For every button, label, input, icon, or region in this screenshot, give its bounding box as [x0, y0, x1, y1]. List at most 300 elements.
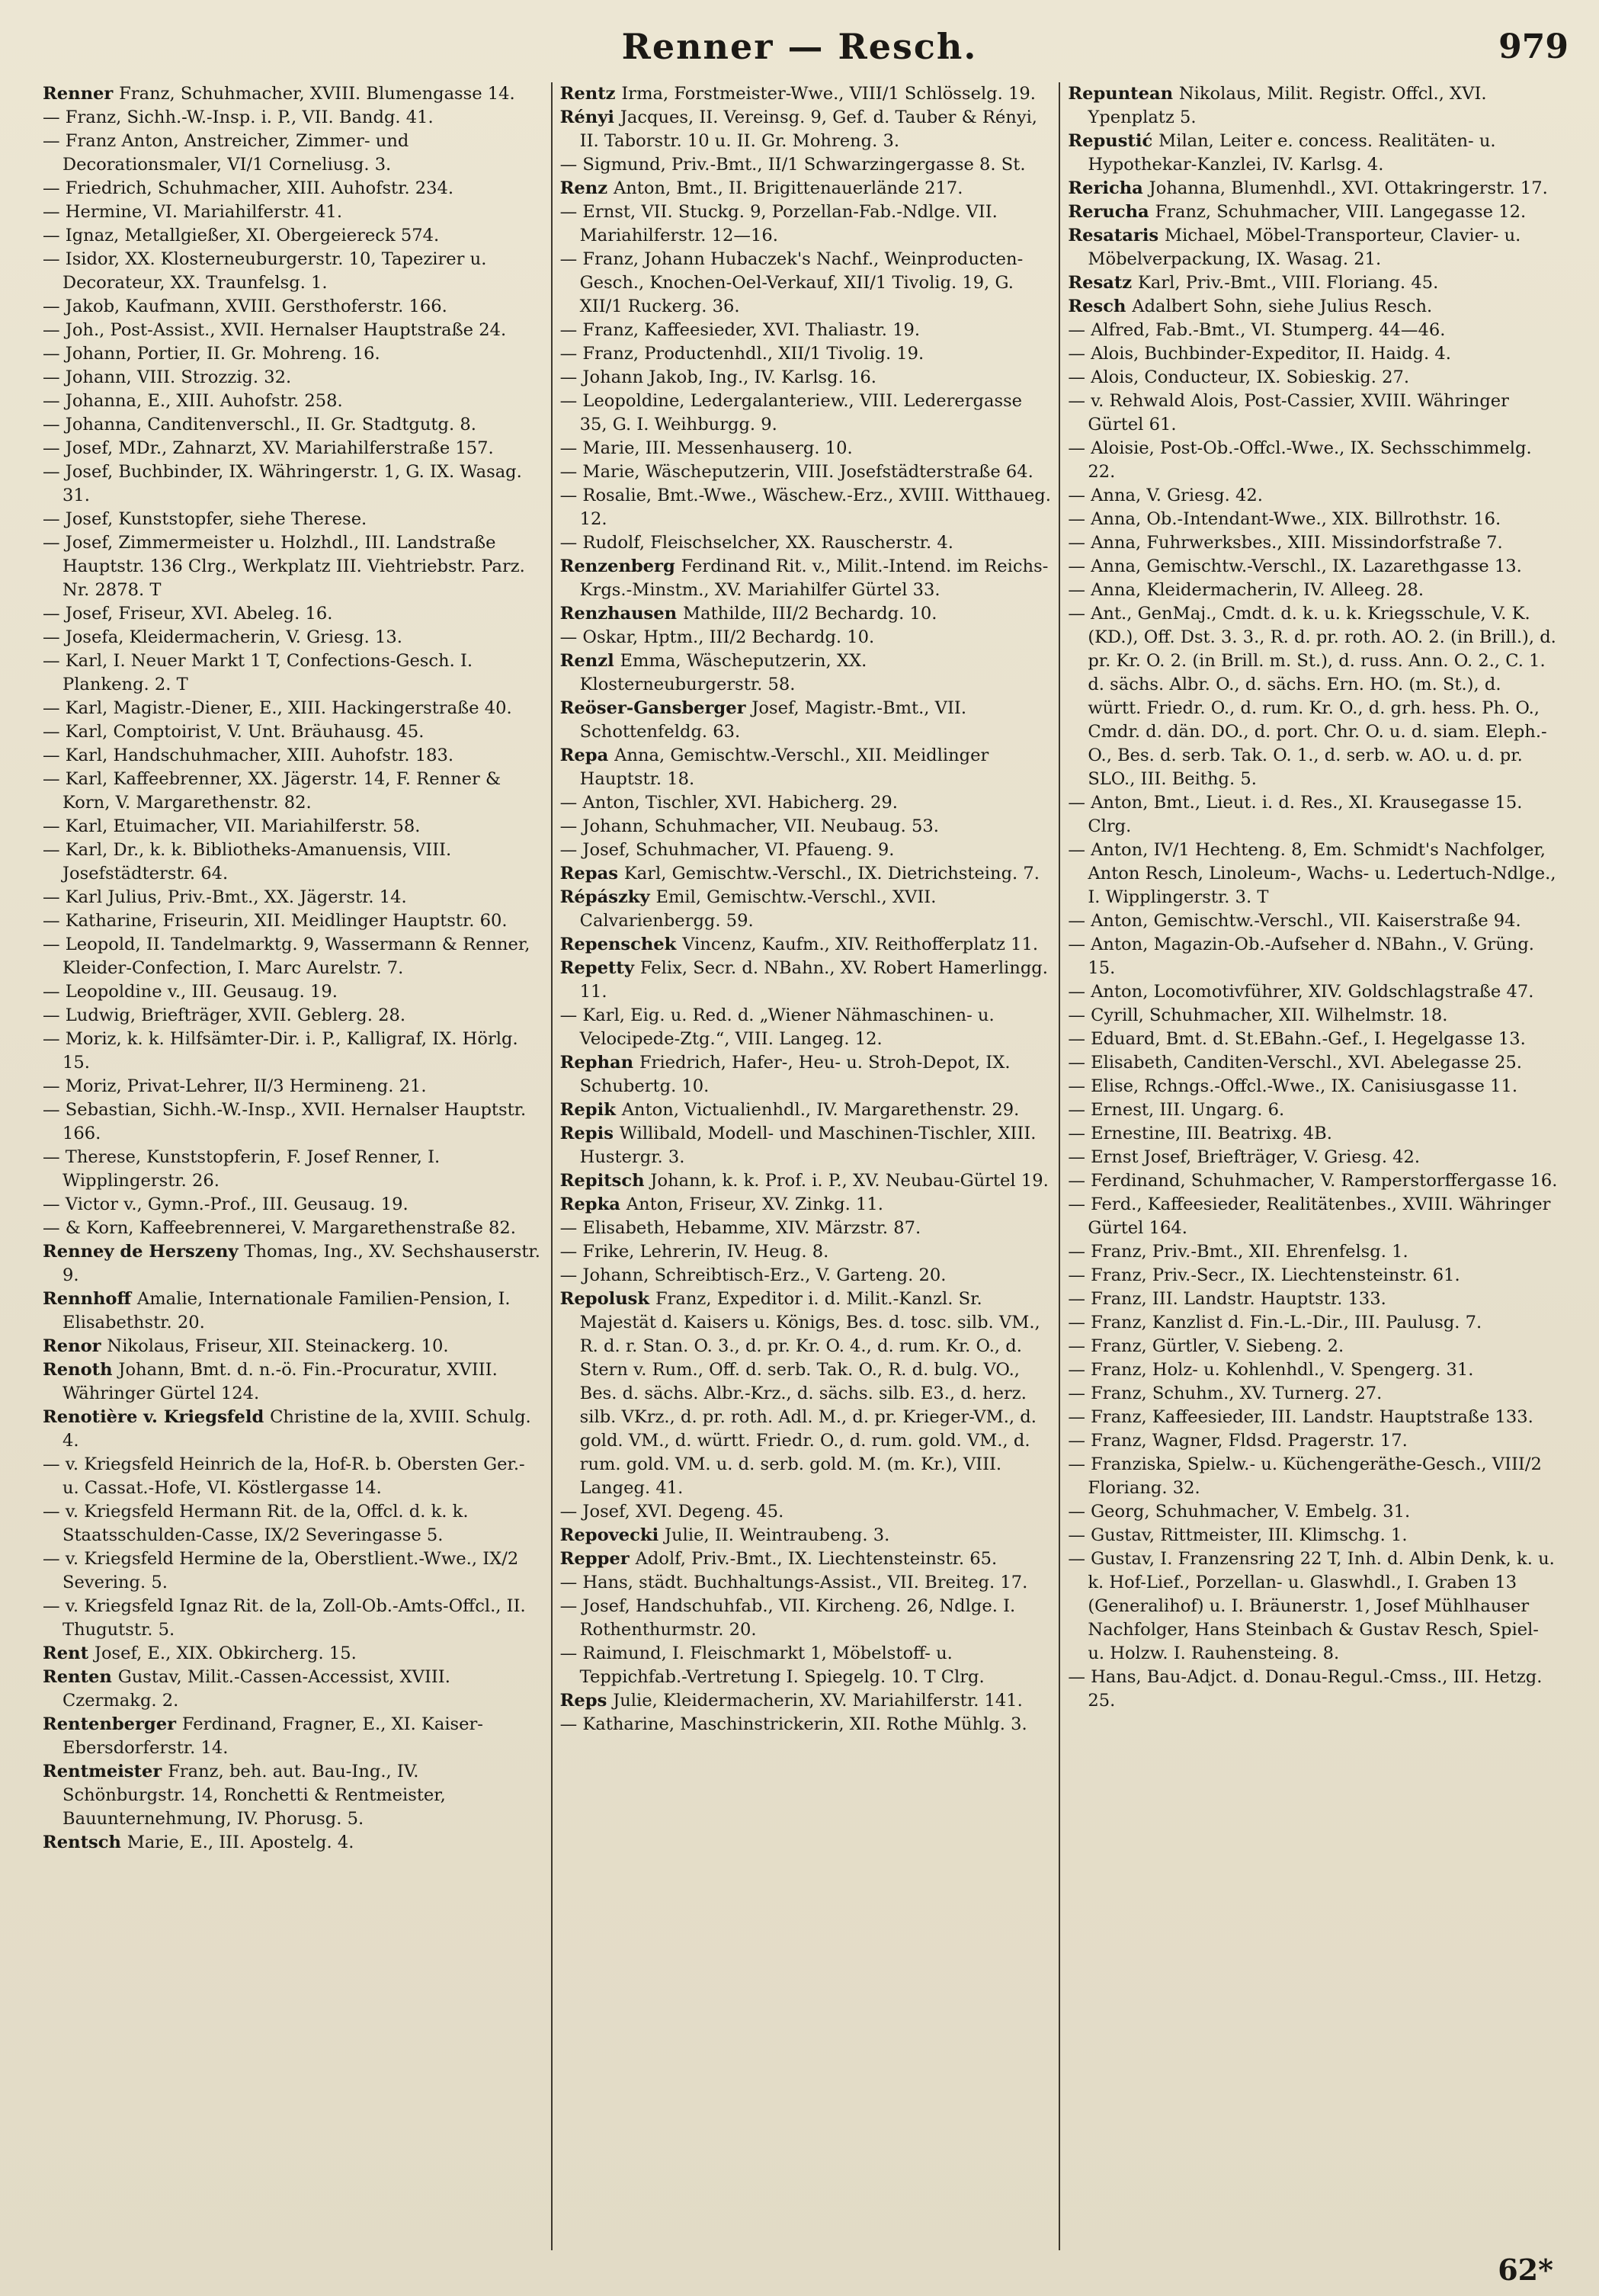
entry-surname: Repolusk	[559, 1289, 655, 1309]
entry-text: — Josef, XVI. Degeng. 45.	[559, 1502, 784, 1522]
entry-text: Nikolaus, Friseur, XII. Steinackerg. 10.	[107, 1336, 449, 1356]
entry-surname: Rényi	[559, 107, 620, 127]
directory-entry	[1068, 791, 1559, 839]
directory-entry	[1068, 980, 1559, 1004]
entry-text: Johann, k. k. Prof. i. P., XV. Neubau-Gürtel 19.	[650, 1171, 1049, 1191]
entry-text: Franz, Expeditor i. d. Milit.-Kanzl. Sr. Majestät d. Kaisers u. Königs, Bes. d. tosc. silb. VM., R. d. r. Stan. O. 3., d. pr. Kr. O. 4., d. rum. Kr. O., d. Stern v. Rum., Off. d. serb. Tak. O., R. d. bulg. VO., Bes. d. sächs. Albr.-Krz., d. sächs. silb. E3., d. herz. silb. VKrz., d. pr. roth. Adl. M., d. pr. Krieger-VM., d. gold. VM., d. württ. Friedr. O., d. rum. gold. VM., d. rum. gold. VM. u. d. serb. gold. M. (m. Kr.), VIII. Langeg. 41.	[579, 1289, 1040, 1498]
entry-text: Friedrich, Hafer-, Heu- u. Stroh-Depot, IX. Schubertg. 10.	[579, 1053, 1011, 1096]
directory-entry	[1068, 271, 1559, 295]
entry-text: — Franz, Sichh.-W.-Insp. i. P., VII. Bandg. 41.	[43, 107, 434, 127]
entry-text: Johanna, Blumenhdl., XVI. Ottakringerstr. 17.	[1149, 178, 1548, 198]
entry-text: Gustav, Milit.-Cassen-Accessist, XVIII. Czermakg. 2.	[62, 1667, 450, 1711]
directory-entry	[560, 649, 1052, 697]
entry-text: — Leopold, II. Tandelmarktg. 9, Wassermann & Renner, Kleider-Confection, I. Marc Aurelstr. 7.	[43, 935, 530, 978]
directory-entry	[1068, 1264, 1559, 1287]
entry-text: — Cyrill, Schuhmacher, XII. Wilhelmstr. 18.	[1068, 1005, 1448, 1025]
directory-entry	[43, 1358, 543, 1406]
directory-entry	[43, 1335, 543, 1358]
entry-text: — Joh., Post-Assist., XVII. Hernalser Hauptstraße 24.	[43, 320, 507, 340]
entry-text: — Franz, Priv.-Bmt., XII. Ehrenfelsg. 1.	[1068, 1242, 1408, 1262]
entry-text: Willibald, Modell- und Maschinen-Tischler, XIII. Hustergr. 3.	[579, 1124, 1037, 1167]
directory-entry	[560, 177, 1052, 200]
entry-surname: Rerucha	[1068, 202, 1155, 222]
entry-surname: Repovecki	[559, 1525, 665, 1545]
directory-entry	[43, 649, 543, 697]
entry-surname: Renz	[559, 178, 614, 198]
entry-text: — v. Rehwald Alois, Post-Cassier, XVIII. Währinger Gürtel 61.	[1068, 391, 1509, 435]
entry-text: — Karl, Magistr.-Diener, E., XIII. Hackingerstraße 40.	[43, 698, 512, 718]
entry-text: — Hermine, VI. Mariahilferstr. 41.	[43, 202, 343, 222]
directory-entry	[43, 130, 543, 177]
entry-surname: Repis	[559, 1124, 620, 1143]
entry-text: Adalbert Sohn, siehe Julius Resch.	[1132, 297, 1433, 316]
entry-surname: Repetty	[559, 958, 640, 978]
directory-entry	[43, 1831, 543, 1855]
directory-entry	[1068, 1429, 1559, 1453]
entry-text: — Karl, Kaffeebrenner, XX. Jägerstr. 14, F. Renner & Korn, V. Margarethenstr. 82.	[43, 769, 501, 813]
entry-text: Julie, II. Weintraubeng. 3.	[665, 1525, 890, 1545]
entry-text: — Anton, Tischler, XVI. Habicherg. 29.	[559, 793, 898, 813]
directory-entry	[43, 342, 543, 366]
directory-entry	[43, 1193, 543, 1217]
entry-text: — Georg, Schuhmacher, V. Embelg. 31.	[1068, 1502, 1411, 1522]
directory-entry	[43, 1595, 543, 1642]
directory-entry	[560, 1689, 1052, 1713]
entry-surname: Rephan	[559, 1053, 639, 1073]
directory-entry	[43, 1240, 543, 1287]
entry-text: — Ferdinand, Schuhmacher, V. Ramperstorffergasse 16.	[1068, 1171, 1558, 1191]
directory-entry	[43, 1075, 543, 1098]
directory-entry	[43, 1453, 543, 1500]
directory-entry	[1068, 1335, 1559, 1358]
directory-entry	[1068, 839, 1559, 909]
entry-text: — Katharine, Friseurin, XII. Meidlinger Hauptstr. 60.	[43, 911, 508, 931]
entry-text: — Josef, Buchbinder, IX. Währingerstr. 1, G. IX. Wasag. 31.	[43, 462, 522, 505]
directory-entry	[560, 744, 1052, 791]
entry-text: Vincenz, Kaufm., XIV. Reithofferplatz 11.	[682, 935, 1039, 954]
entry-surname: Reöser-Gansberger	[559, 698, 752, 718]
directory-entry	[43, 720, 543, 744]
entry-surname: Repka	[559, 1194, 626, 1214]
entry-text: — Franz, Productenhdl., XII/1 Tivolig. 19.	[559, 344, 924, 364]
directory-entry	[1068, 909, 1559, 933]
entry-text: — Hans, Bau-Adjct. d. Donau-Regul.-Cmss., III. Hetzg. 25.	[1068, 1667, 1543, 1711]
directory-entry	[1068, 508, 1559, 531]
directory-entry	[560, 1122, 1052, 1169]
entry-text: — Johann Jakob, Ing., IV. Karlsg. 16.	[559, 367, 876, 387]
directory-entry	[43, 508, 543, 531]
directory-entry	[1068, 1169, 1559, 1193]
entry-text: — Moriz, k. k. Hilfsämter-Dir. i. P., Kalligraf, IX. Hörlg. 15.	[43, 1029, 518, 1073]
entry-text: Mathilde, III/2 Bechardg. 10.	[682, 604, 937, 624]
entry-text: — Karl, Handschuhmacher, XIII. Auhofstr. 183.	[43, 746, 454, 765]
column-left	[43, 82, 551, 2250]
directory-entry	[43, 1004, 543, 1028]
entry-columns	[43, 82, 1567, 2250]
directory-entry	[560, 1240, 1052, 1264]
entry-text: Irma, Forstmeister-Wwe., VIII/1 Schlösselg. 19.	[621, 84, 1036, 104]
entry-text: Emil, Gemischtw.-Verschl., XVII. Calvarienbergg. 59.	[579, 887, 937, 931]
directory-entry	[43, 82, 543, 106]
entry-surname: Rericha	[1068, 178, 1149, 198]
entry-surname: Renzhausen	[559, 604, 683, 624]
directory-entry	[43, 1287, 543, 1335]
entry-text: — Karl, Dr., k. k. Bibliotheks-Amanuensis, VIII. Josefstädterstr. 64.	[43, 840, 452, 883]
entry-text: — Anton, Bmt., Lieut. i. d. Res., XI. Krausegasse 15. Clrg.	[1068, 793, 1523, 836]
entry-text: — Karl, Eig. u. Red. d. „Wiener Nähmaschinen- u. Velocipede-Ztg.“, VIII. Langeg. 12.	[559, 1005, 995, 1049]
directory-entry	[43, 697, 543, 720]
entry-surname: Resch	[1068, 297, 1133, 316]
entry-text: Nikolaus, Milit. Registr. Offcl., XVI. Ypenplatz 5.	[1088, 84, 1487, 127]
entry-text: — Ernst, VII. Stuckg. 9, Porzellan-Fab.-Ndlge. VII. Mariahilferstr. 12—16.	[559, 202, 998, 245]
entry-text: — Josef, Zimmermeister u. Holzhdl., III. Landstraße Hauptstr. 136 Clrg., Werkplatz III. Viehtriebstr. Parz. Nr. 2878. T	[43, 533, 525, 600]
directory-entry	[560, 886, 1052, 933]
directory-entry	[43, 437, 543, 460]
entry-text: — Elisabeth, Canditen-Verschl., XVI. Abelegasse 25.	[1068, 1053, 1522, 1073]
entry-text: Franz, beh. aut. Bau-Ing., IV. Schönburgstr. 14, Ronchetti & Rentmeister, Bauunternehmung, IV. Phorusg. 5.	[62, 1762, 446, 1829]
entry-text: — Leopoldine, Ledergalanteriew., VIII. Lederergasse 35, G. I. Weihburgg. 9.	[559, 391, 1023, 435]
directory-entry	[1068, 1500, 1559, 1524]
directory-entry	[1068, 1028, 1559, 1051]
directory-entry	[1068, 1122, 1559, 1146]
entry-text: — Anton, IV/1 Hechteng. 8, Em. Schmidt's Nachfolger, Anton Resch, Linoleum-, Wachs- u. Ledertuch-Ndlge., I. Wipplingerstr. 3. T	[1068, 840, 1556, 907]
entry-text: Emma, Wäscheputzerin, XX. Klosterneuburgerstr. 58.	[579, 651, 867, 694]
entry-surname: Reps	[559, 1691, 614, 1711]
entry-text: Felix, Secr. d. NBahn., XV. Robert Hamerlingg. 11.	[579, 958, 1048, 1002]
entry-text: — Elisabeth, Hebamme, XIV. Märzstr. 87.	[559, 1218, 921, 1238]
directory-entry	[43, 602, 543, 626]
directory-entry	[560, 1264, 1052, 1287]
directory-entry	[560, 390, 1052, 437]
entry-text: — Karl, Etuimacher, VII. Mariahilferstr. 58.	[43, 816, 421, 836]
entry-text: — Franz, Gürtler, V. Siebeng. 2.	[1068, 1336, 1344, 1356]
entry-text: — Eduard, Bmt. d. St.EBahn.-Gef., I. Hegelgasse 13.	[1068, 1029, 1526, 1049]
entry-surname: Rentmeister	[43, 1762, 168, 1781]
entry-text: — Anna, Ob.-Intendant-Wwe., XIX. Billrothstr. 16.	[1068, 509, 1501, 529]
directory-entry	[1068, 531, 1559, 555]
directory-entry	[1068, 602, 1559, 791]
directory-entry	[43, 744, 543, 768]
directory-entry	[1068, 1240, 1559, 1264]
directory-entry	[1068, 82, 1559, 130]
entry-text: — Johanna, E., XIII. Auhofstr. 258.	[43, 391, 343, 411]
directory-entry	[1068, 1547, 1559, 1666]
entry-text: — Victor v., Gymn.-Prof., III. Geusaug. 19.	[43, 1194, 409, 1214]
directory-entry	[560, 626, 1052, 649]
entry-surname: Repik	[559, 1100, 622, 1120]
directory-entry	[43, 626, 543, 649]
entry-text: Marie, E., III. Apostelg. 4.	[127, 1833, 354, 1852]
entry-surname: Rentsch	[43, 1833, 127, 1852]
entry-text: — Johann, Schreibtisch-Erz., V. Garteng. 20.	[559, 1265, 947, 1285]
directory-entry	[43, 531, 543, 602]
entry-text: — Rosalie, Bmt.-Wwe., Wäschew.-Erz., XVIII. Witthaueg. 12.	[559, 486, 1051, 529]
directory-entry	[1068, 1004, 1559, 1028]
entry-text: — Anton, Locomotivführer, XIV. Goldschlagstraße 47.	[1068, 982, 1534, 1002]
entry-text: — Frike, Lehrerin, IV. Heug. 8.	[559, 1242, 829, 1262]
entry-text: — Sebastian, Sichh.-W.-Insp., XVII. Hernalser Hauptstr. 166.	[43, 1100, 527, 1143]
directory-entry	[43, 1713, 543, 1760]
entry-surname: Rent	[43, 1643, 95, 1663]
page-header	[30, 21, 1569, 75]
entry-text: — Franz, III. Landstr. Hauptstr. 133.	[1068, 1289, 1386, 1309]
directory-entry	[560, 957, 1052, 1004]
entry-text: Julie, Kleidermacherin, XV. Mariahilferstr. 141.	[613, 1691, 1023, 1711]
entry-text: — Johann, Portier, II. Gr. Mohreng. 16.	[43, 344, 380, 364]
entry-surname: Repas	[559, 864, 624, 883]
entry-surname: Renten	[43, 1667, 118, 1687]
entry-text: — Oskar, Hptm., III/2 Bechardg. 10.	[559, 627, 875, 647]
directory-entry	[43, 1642, 543, 1666]
directory-entry	[560, 82, 1052, 106]
entry-text: — Alfred, Fab.-Bmt., VI. Stumperg. 44—46.	[1068, 320, 1446, 340]
directory-entry	[560, 1193, 1052, 1217]
directory-entry	[43, 886, 543, 909]
directory-entry	[560, 1547, 1052, 1571]
directory-entry	[560, 697, 1052, 744]
column-middle	[551, 82, 1059, 2250]
directory-entry	[43, 319, 543, 342]
entry-text: — Gustav, I. Franzensring 22 T, Inh. d. Albin Denk, k. u. k. Hof-Lief., Porzellan- u. Glaswhdl., I. Graben 13 (Generalihof) u. I. Bräunerstr. 1, Josef Mühlhauser Nachfolger, Hans Steinbach & Gustav Resch, Spiel- u. Holzw. I. Rauhensteing. 8.	[1068, 1549, 1555, 1663]
directory-entry	[1068, 1075, 1559, 1098]
entry-text: — Franz, Holz- u. Kohlenhdl., V. Spengerg. 31.	[1068, 1360, 1474, 1380]
entry-text: Anton, Friseur, XV. Zinkg. 11.	[626, 1194, 883, 1214]
entry-text: Jacques, II. Vereinsg. 9, Gef. d. Tauber & Rényi, II. Taborstr. 10 u. II. Gr. Mohreng. 3.	[579, 107, 1037, 151]
entry-text: — Anton, Gemischtw.-Verschl., VII. Kaiserstraße 94.	[1068, 911, 1521, 931]
entry-surname: Repuntean	[1068, 84, 1179, 104]
directory-entry	[43, 909, 543, 933]
entry-text: Karl, Priv.-Bmt., VIII. Floriang. 45.	[1137, 273, 1439, 293]
directory-entry	[43, 1547, 543, 1595]
entry-text: Christine de la, XVIII. Schulg. 4.	[62, 1407, 531, 1451]
entry-text: — Hans, städt. Buchhaltungs-Assist., VII. Breiteg. 17.	[559, 1573, 1028, 1592]
entry-text: Anna, Gemischtw.-Verschl., XII. Meidlinger Hauptstr. 18.	[579, 746, 989, 789]
entry-text: — Anton, Magazin-Ob.-Aufseher d. NBahn., V. Grüng. 15.	[1068, 935, 1534, 978]
directory-entry	[1068, 484, 1559, 508]
directory-entry	[43, 460, 543, 508]
directory-entry	[560, 342, 1052, 366]
entry-text: — Franziska, Spielw.- u. Küchengeräthe-Gesch., VIII/2 Floriang. 32.	[1068, 1454, 1542, 1498]
directory-entry	[43, 768, 543, 815]
entry-text: — Ernest, III. Ungarg. 6.	[1068, 1100, 1285, 1120]
directory-entry	[43, 815, 543, 839]
directory-entry	[560, 1051, 1052, 1098]
directory-entry	[560, 602, 1052, 626]
entry-text: — Karl, I. Neuer Markt 1 T, Confections-Gesch. I. Plankeng. 2. T	[43, 651, 473, 694]
directory-entry	[43, 980, 543, 1004]
directory-entry	[1068, 437, 1559, 484]
entry-surname: Renner	[43, 84, 120, 104]
entry-text: — Elise, Rchngs.-Offcl.-Wwe., IX. Canisiusgasse 11.	[1068, 1076, 1518, 1096]
directory-entry	[560, 1595, 1052, 1642]
directory-entry	[43, 1217, 543, 1240]
entry-text: — Anna, Fuhrwerksbes., XIII. Missindorfstraße 7.	[1068, 533, 1503, 553]
directory-entry	[43, 390, 543, 413]
directory-entry	[560, 200, 1052, 248]
entry-surname: Renoth	[43, 1360, 119, 1380]
entry-surname: Repitsch	[559, 1171, 651, 1191]
entry-text: — Franz, Priv.-Secr., IX. Liechtensteinstr. 61.	[1068, 1265, 1460, 1285]
printer-signature: 62*	[1498, 2253, 1553, 2287]
directory-entry	[560, 319, 1052, 342]
directory-entry	[43, 106, 543, 130]
entry-text: Milan, Leiter e. concess. Realitäten- u. Hypothekar-Kanzlei, IV. Karlsg. 4.	[1088, 131, 1496, 175]
entry-text: — Marie, Wäscheputzerin, VIII. Josefstädterstraße 64.	[559, 462, 1033, 482]
entry-text: — Gustav, Rittmeister, III. Klimschg. 1.	[1068, 1525, 1408, 1545]
directory-entry	[560, 1287, 1052, 1500]
directory-entry	[560, 791, 1052, 815]
directory-entry	[560, 484, 1052, 531]
directory-entry	[1068, 130, 1559, 177]
entry-text: — Jakob, Kaufmann, XVIII. Gersthoferstr. 166.	[43, 297, 447, 316]
entry-text: — Franz, Wagner, Fldsd. Pragerstr. 17.	[1068, 1431, 1408, 1451]
directory-entry	[1068, 1524, 1559, 1547]
directory-entry	[43, 224, 543, 248]
directory-entry	[1068, 1382, 1559, 1406]
directory-entry	[43, 839, 543, 886]
entry-surname: Répászky	[559, 887, 656, 907]
directory-entry	[1068, 319, 1559, 342]
entry-text: — Josef, MDr., Zahnarzt, XV. Mariahilferstraße 157.	[43, 438, 494, 458]
directory-entry	[43, 1146, 543, 1193]
entry-text: — Johann, Schuhmacher, VII. Neubaug. 53.	[559, 816, 939, 836]
entry-text: Franz, Schuhmacher, XVIII. Blumengasse 14.	[119, 84, 515, 104]
entry-text: Michael, Möbel-Transporteur, Clavier- u. Möbelverpackung, IX. Wasag. 21.	[1088, 226, 1521, 269]
directory-entry	[560, 1571, 1052, 1595]
entry-surname: Resatz	[1068, 273, 1138, 293]
entry-text: Karl, Gemischtw.-Verschl., IX. Dietrichsteing. 7.	[623, 864, 1040, 883]
directory-entry	[560, 1004, 1052, 1051]
entry-text: — Josef, Friseur, XVI. Abeleg. 16.	[43, 604, 333, 624]
directory-entry	[1068, 555, 1559, 579]
entry-surname: Repenschek	[559, 935, 683, 954]
entry-surname: Resataris	[1068, 226, 1165, 245]
directory-entry	[43, 200, 543, 224]
entry-text: — Josef, Kunststopfer, siehe Therese.	[43, 509, 367, 529]
entry-text: — Isidor, XX. Klosterneuburgerstr. 10, Tapezirer u. Decorateur, XX. Traunfelsg. 1.	[43, 249, 487, 293]
directory-entry	[560, 933, 1052, 957]
directory-entry	[1068, 1311, 1559, 1335]
entry-text: — Ernst Josef, Briefträger, V. Griesg. 42.	[1068, 1147, 1421, 1167]
directory-entry	[560, 437, 1052, 460]
entry-surname: Repper	[559, 1549, 636, 1569]
entry-text: Josef, Magistr.-Bmt., VII. Schottenfeldg. 63.	[579, 698, 967, 742]
entry-text: — Leopoldine v., III. Geusaug. 19.	[43, 982, 338, 1002]
entry-surname: Renor	[43, 1336, 107, 1356]
directory-entry	[43, 366, 543, 390]
entry-text: — Alois, Conducteur, IX. Sobieskig. 27.	[1068, 367, 1410, 387]
directory-entry	[560, 1713, 1052, 1736]
entry-text: — Alois, Buchbinder-Expeditor, II. Haidg. 4.	[1068, 344, 1451, 364]
entry-text: — Ignaz, Metallgießer, XI. Obergeiereck 574.	[43, 226, 440, 245]
entry-text: — Johann, VIII. Strozzig. 32.	[43, 367, 292, 387]
entry-surname: Repa	[559, 746, 615, 765]
directory-entry	[560, 1500, 1052, 1524]
entry-text: Thomas, Ing., XV. Sechshauserstr. 9.	[62, 1242, 540, 1285]
entry-surname: Renzenberg	[559, 556, 681, 576]
directory-entry	[43, 1098, 543, 1146]
directory-entry	[43, 177, 543, 200]
entry-text: — Josef, Handschuhfab., VII. Kircheng. 26, Ndlge. I. Rothenthurmstr. 20.	[559, 1596, 1016, 1640]
entry-text: Ferdinand, Fragner, E., XI. Kaiser-Ebersdorferstr. 14.	[62, 1714, 483, 1758]
directory-entry	[43, 248, 543, 295]
entry-text: — Ernestine, III. Beatrixg. 4B.	[1068, 1124, 1332, 1143]
directory-entry	[1068, 1666, 1559, 1713]
directory-entry	[560, 862, 1052, 886]
entry-surname: Renney de Herszeny	[43, 1242, 245, 1262]
directory-entry	[560, 460, 1052, 484]
directory-entry	[560, 839, 1052, 862]
entry-text: Johann, Bmt. d. n.-ö. Fin.-Procuratur, XVIII. Währinger Gürtel 124.	[62, 1360, 498, 1403]
entry-surname: Rentz	[559, 84, 622, 104]
directory-entry	[560, 153, 1052, 177]
directory-entry	[43, 1406, 543, 1453]
entry-text: — Anna, V. Griesg. 42.	[1068, 486, 1263, 505]
directory-entry	[43, 1500, 543, 1547]
entry-text: — Franz, Kaffeesieder, III. Landstr. Hauptstraße 133.	[1068, 1407, 1533, 1427]
entry-text: Adolf, Priv.-Bmt., IX. Liechtensteinstr. 65.	[635, 1549, 998, 1569]
directory-entry	[1068, 1098, 1559, 1122]
directory-entry	[1068, 1453, 1559, 1500]
entry-text: Amalie, Internationale Familien-Pension, I. Elisabethstr. 20.	[62, 1289, 511, 1332]
entry-surname: Renzl	[559, 651, 620, 671]
page-number: 979	[1498, 27, 1569, 66]
directory-entry	[560, 1217, 1052, 1240]
entry-text: — Anna, Gemischtw.-Verschl., IX. Lazarethgasse 13.	[1068, 556, 1522, 576]
directory-entry	[1068, 366, 1559, 390]
directory-entry	[1068, 1406, 1559, 1429]
entry-text: Anton, Bmt., II. Brigittenauerlände 217.	[613, 178, 963, 198]
entry-text: — & Korn, Kaffeebrennerei, V. Margarethenstraße 82.	[43, 1218, 516, 1238]
entry-text: — v. Kriegsfeld Heinrich de la, Hof-R. b. Obersten Ger.- u. Cassat.-Hofe, VI. Köstlergasse 14.	[43, 1454, 525, 1498]
directory-entry	[560, 1169, 1052, 1193]
entry-text: — Katharine, Maschinstrickerin, XII. Rothe Mühlg. 3.	[559, 1714, 1027, 1734]
entry-text: — Franz, Johann Hubaczek's Nachf., Weinproducten-Gesch., Knochen-Oel-Verkauf, XII/1 Tivolig. 19, G. XII/1 Ruckerg. 36.	[559, 249, 1024, 316]
entry-text: — Ferd., Kaffeesieder, Realitätenbes., XVIII. Währinger Gürtel 164.	[1068, 1194, 1551, 1238]
entry-text: — Josef, Schuhmacher, VI. Pfaueng. 9.	[559, 840, 895, 860]
entry-text: Anton, Victualienhdl., IV. Margarethenstr. 29.	[621, 1100, 1020, 1120]
entry-text: — Therese, Kunststopferin, F. Josef Renner, I. Wipplingerstr. 26.	[43, 1147, 441, 1191]
column-right	[1059, 82, 1567, 2250]
directory-entry	[1068, 200, 1559, 224]
directory-entry	[1068, 579, 1559, 602]
directory-entry	[43, 1666, 543, 1713]
entry-text: Josef, E., XIX. Obkircherg. 15.	[94, 1643, 357, 1663]
directory-entry	[1068, 1287, 1559, 1311]
entry-text: — v. Kriegsfeld Ignaz Rit. de la, Zoll-Ob.-Amts-Offcl., II. Thugutstr. 5.	[43, 1596, 526, 1640]
entry-text: — Franz, Kaffeesieder, XVI. Thaliastr. 19.	[559, 320, 921, 340]
entry-text: — Karl Julius, Priv.-Bmt., XX. Jägerstr. 14.	[43, 887, 407, 907]
directory-entry	[1068, 1358, 1559, 1382]
entry-text: — Josefa, Kleidermacherin, V. Griesg. 13.	[43, 627, 402, 647]
directory-entry	[560, 1098, 1052, 1122]
entry-text: — Aloisie, Post-Ob.-Offcl.-Wwe., IX. Sechsschimmelg. 22.	[1068, 438, 1532, 482]
entry-text: — Moriz, Privat-Lehrer, II/3 Hermineng. 21.	[43, 1076, 427, 1096]
directory-entry	[1068, 224, 1559, 271]
entry-text: — v. Kriegsfeld Hermine de la, Oberstlient.-Wwe., IX/2 Severing. 5.	[43, 1549, 519, 1592]
entry-text: — Karl, Comptoirist, V. Unt. Bräuhausg. 45.	[43, 722, 425, 742]
entry-text: — Franz, Kanzlist d. Fin.-L.-Dir., III. Paulusg. 7.	[1068, 1313, 1482, 1332]
directory-entry	[560, 106, 1052, 153]
directory-entry	[1068, 1051, 1559, 1075]
directory-entry	[1068, 342, 1559, 366]
entry-text: — Johanna, Canditenverschl., II. Gr. Stadtgutg. 8.	[43, 415, 476, 435]
entry-text: — Sigmund, Priv.-Bmt., II/1 Schwarzingergasse 8. St.	[559, 155, 1026, 175]
directory-entry	[560, 531, 1052, 555]
entry-text: — Franz, Schuhm., XV. Turnerg. 27.	[1068, 1384, 1383, 1403]
directory-entry	[1068, 1193, 1559, 1240]
entry-text: — v. Kriegsfeld Hermann Rit. de la, Offcl. d. k. k. Staatsschulden-Casse, IX/2 Severingasse 5.	[43, 1502, 469, 1545]
